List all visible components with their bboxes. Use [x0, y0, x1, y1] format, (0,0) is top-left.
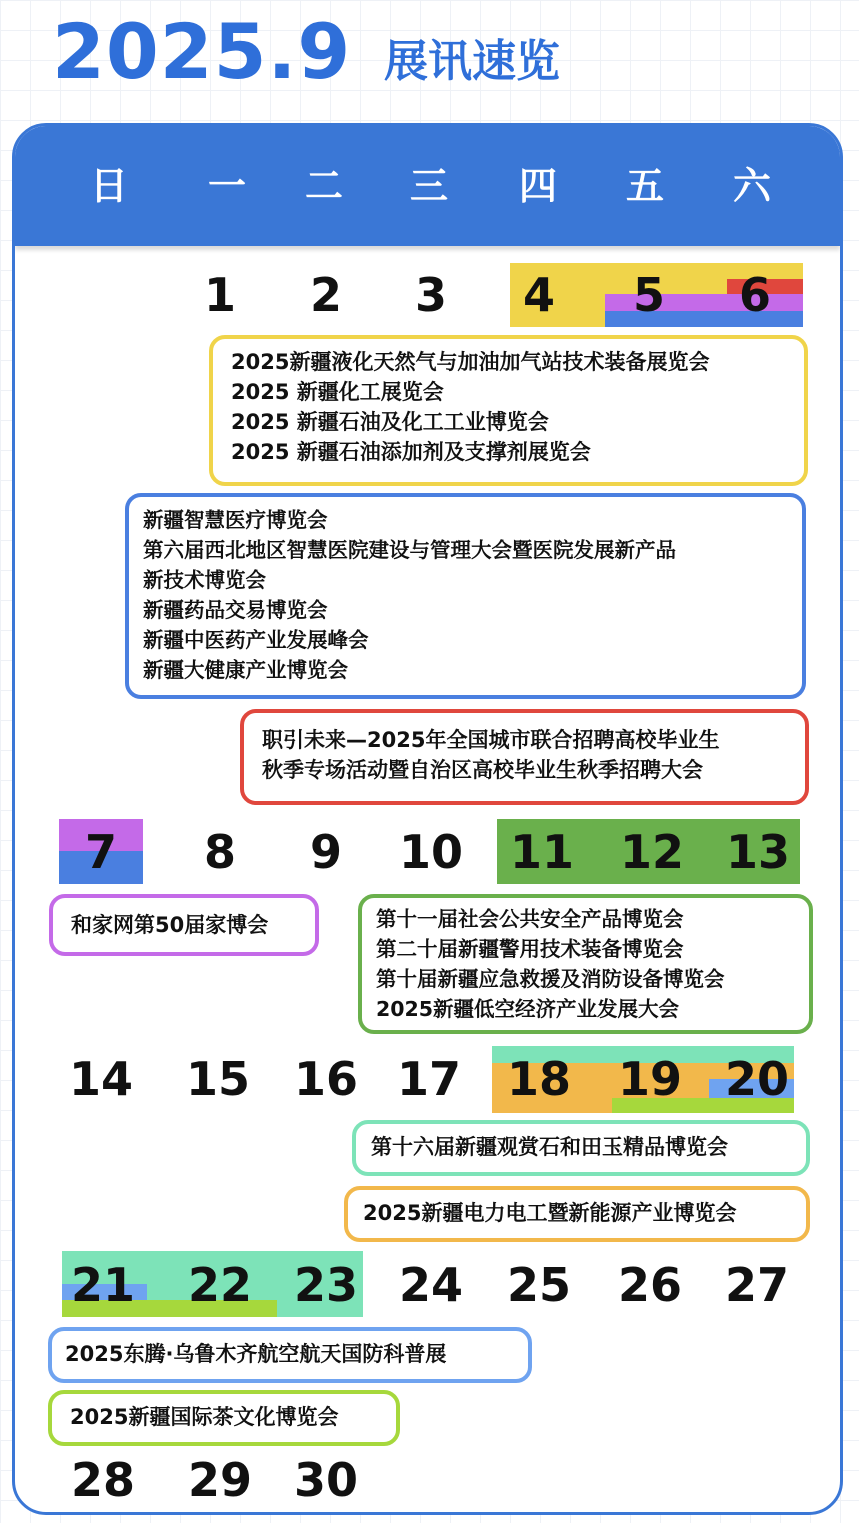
day-27[interactable]: 27 — [724, 1258, 789, 1312]
event-title: 2025新疆低空经济产业发展大会 — [376, 997, 680, 1021]
event-title: 秋季专场活动暨自治区高校毕业生秋季招聘大会 — [262, 758, 703, 782]
event-title: 新疆智慧医疗博览会 — [143, 508, 328, 532]
event-title: 2025新疆电力电工暨新能源产业博览会 — [363, 1201, 737, 1225]
calendar-card — [12, 123, 843, 1515]
event-card-green[interactable] — [358, 894, 813, 1034]
day-1[interactable]: 1 — [203, 268, 236, 322]
event-card-red[interactable] — [240, 709, 809, 805]
day-18[interactable]: 18 — [506, 1052, 571, 1106]
day-5[interactable]: 5 — [632, 268, 665, 322]
event-card-orange[interactable] — [344, 1186, 810, 1242]
day-21[interactable]: 21 — [70, 1258, 135, 1312]
event-card-sky[interactable] — [48, 1327, 532, 1383]
day-4[interactable]: 4 — [522, 268, 555, 322]
day-30[interactable]: 30 — [293, 1453, 358, 1507]
weekday-sun: 日 — [89, 164, 128, 208]
day-20[interactable]: 20 — [724, 1052, 789, 1106]
day-23[interactable]: 23 — [293, 1258, 358, 1312]
event-title: 新疆中医药产业发展峰会 — [143, 628, 369, 652]
event-title: 新技术博览会 — [143, 568, 266, 592]
event-title: 第六届西北地区智慧医院建设与管理大会暨医院发展新产品 — [143, 538, 676, 562]
day-12[interactable]: 12 — [619, 825, 684, 879]
event-title: 2025新疆国际茶文化博览会 — [70, 1405, 339, 1429]
day-28[interactable]: 28 — [70, 1453, 135, 1507]
day-17[interactable]: 17 — [396, 1052, 461, 1106]
event-title: 第十一届社会公共安全产品博览会 — [376, 907, 684, 931]
weekday-wed: 三 — [409, 164, 448, 208]
weekday-tue: 二 — [304, 164, 343, 208]
event-title: 第十六届新疆观赏石和田玉精品博览会 — [371, 1135, 728, 1159]
weekday-sat: 六 — [732, 164, 771, 208]
event-title: 和家网第50届家博会 — [71, 913, 269, 937]
weekday-mon: 一 — [207, 164, 246, 208]
event-title: 第二十届新疆警用技术装备博览会 — [376, 937, 684, 961]
event-card-yellow[interactable] — [209, 335, 808, 486]
day-15[interactable]: 15 — [185, 1052, 250, 1106]
day-8[interactable]: 8 — [203, 825, 236, 879]
day-14[interactable]: 14 — [68, 1052, 133, 1106]
event-card-purple[interactable] — [49, 894, 319, 956]
weekday-thu: 四 — [518, 164, 557, 208]
event-title: 新疆大健康产业博览会 — [143, 658, 348, 682]
day-13[interactable]: 13 — [725, 825, 790, 879]
day-11[interactable]: 11 — [509, 825, 574, 879]
day-25[interactable]: 25 — [506, 1258, 571, 1312]
day-2[interactable]: 2 — [309, 268, 342, 322]
page-title: 展讯速览 — [384, 36, 560, 87]
day-16[interactable]: 16 — [293, 1052, 358, 1106]
day-19[interactable]: 19 — [617, 1052, 682, 1106]
day-3[interactable]: 3 — [414, 268, 447, 322]
day-29[interactable]: 29 — [187, 1453, 252, 1507]
event-title: 2025新疆液化天然气与加油加气站技术装备展览会 — [231, 350, 710, 374]
event-title: 2025东腾·乌鲁木齐航空航天国防科普展 — [65, 1342, 447, 1366]
day-6[interactable]: 6 — [738, 268, 771, 322]
day-24[interactable]: 24 — [398, 1258, 463, 1312]
event-title: 职引未来—2025年全国城市联合招聘高校毕业生 — [262, 728, 720, 752]
day-26[interactable]: 26 — [617, 1258, 682, 1312]
event-card-mint[interactable] — [352, 1120, 810, 1176]
event-title: 第十届新疆应急救援及消防设备博览会 — [376, 967, 725, 991]
weekday-fri: 五 — [625, 164, 664, 208]
event-title: 2025 新疆石油添加剂及支撑剂展览会 — [231, 440, 591, 464]
event-card-lime[interactable] — [48, 1390, 400, 1446]
weekday-header — [15, 126, 840, 246]
event-card-blue[interactable] — [125, 493, 806, 699]
day-22[interactable]: 22 — [187, 1258, 252, 1312]
event-title: 新疆药品交易博览会 — [143, 598, 328, 622]
event-title: 2025 新疆石油及化工工业博览会 — [231, 410, 549, 434]
page-year-month: 2025.9 — [52, 7, 352, 96]
day-9[interactable]: 9 — [309, 825, 342, 879]
day-10[interactable]: 10 — [398, 825, 463, 879]
day-7[interactable]: 7 — [84, 825, 117, 879]
event-title: 2025 新疆化工展览会 — [231, 380, 444, 404]
